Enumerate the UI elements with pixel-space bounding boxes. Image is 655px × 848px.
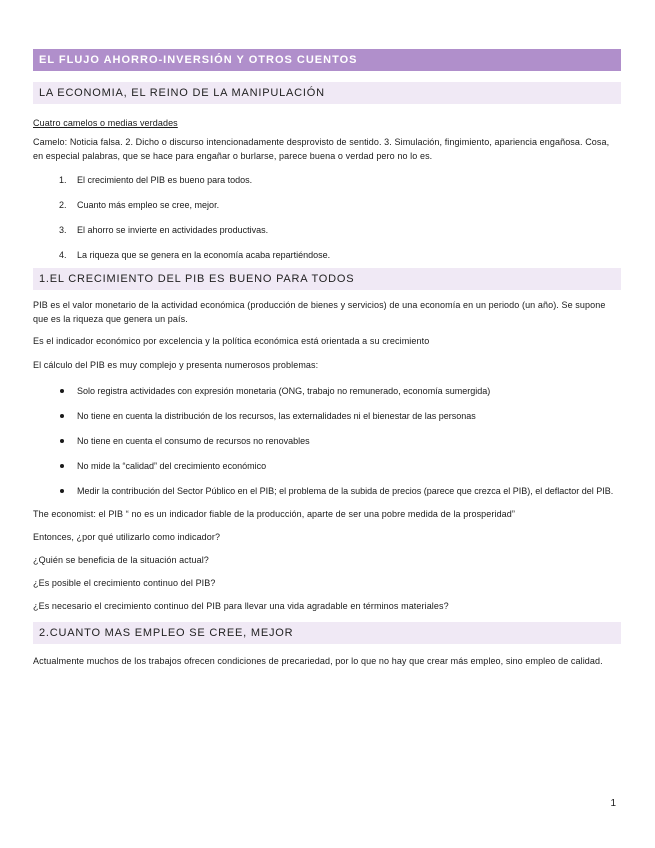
bullet-icon	[60, 489, 64, 493]
list-item: 1. El crecimiento del PIB es bueno para todos.	[59, 175, 253, 185]
question-2: ¿Quién se beneficia de la situación actual?	[33, 555, 209, 565]
list-item: No mide la “calidad” del crecimiento económico	[33, 459, 621, 473]
bullet-icon	[60, 389, 64, 393]
pib-indicator: Es el indicador económico por excelencia y la política económica está orientada a su crecimiento	[33, 336, 430, 346]
definition-paragraph: Camelo: Noticia falsa. 2. Dicho o discurso intencionadamente desprovisto de sentido. 3. Simulación, fingimiento, apariencia engañosa. Cosa, en especial palabras, que se hace para engañar o burlarse, parece buena o verdad pero no lo es.	[33, 137, 610, 161]
empleo-paragraph: Actualmente muchos de los trabajos ofrecen condiciones de precariedad, por lo que no hay que crear más empleo, sino empleo de calidad.	[33, 656, 603, 666]
pib-problems-intro: El cálculo del PIB es muy complejo y presenta numerosos problemas:	[33, 360, 319, 370]
bullet-icon	[60, 439, 64, 443]
bullet-icon	[60, 414, 64, 418]
section-heading-pib: 1.EL CRECIMIENTO DEL PIB ES BUENO PARA TODOS	[33, 268, 621, 290]
list-item: 2. Cuanto más empleo se cree, mejor.	[59, 200, 220, 210]
pib-definition: PIB es el valor monetario de la actividad económica (producción de bienes y servicios) de una economía en un periodo (un año). Se supone que es la riqueza que genera un país.	[33, 300, 606, 324]
section-heading-economia: LA ECONOMIA, EL REINO DE LA MANIPULACIÓN	[33, 82, 621, 104]
camelos-list	[33, 173, 621, 262]
economist-quote: The economist: el PIB “ no es un indicador fiable de la producción, aparte de ser una pobre medida de la prosperidad”	[33, 509, 515, 519]
list-item: No tiene en cuenta el consumo de recursos no renovables	[33, 434, 621, 448]
question-4: ¿Es necesario el crecimiento continuo del PIB para llevar una vida agradable en términos materiales?	[33, 601, 449, 611]
question-3: ¿Es posible el crecimiento continuo del PIB?	[33, 578, 216, 588]
subheading-camelos: Cuatro camelos o medias verdades	[33, 118, 178, 128]
list-item: 3. El ahorro se invierte en actividades productivas.	[59, 225, 269, 235]
page-number: 1	[610, 798, 616, 809]
section-heading-empleo: 2.CUANTO MAS EMPLEO SE CREE, MEJOR	[33, 622, 621, 644]
pib-problems-list	[33, 384, 621, 498]
document-page	[33, 49, 621, 668]
list-item: Solo registra actividades con expresión monetaria (ONG, trabajo no remunerado, economía sumergida)	[33, 384, 621, 398]
document-title: EL FLUJO AHORRO-INVERSIÓN Y OTROS CUENTOS	[33, 49, 621, 71]
bullet-icon	[60, 464, 64, 468]
question-1: Entonces, ¿por qué utilizarlo como indicador?	[33, 532, 221, 542]
list-item: No tiene en cuenta la distribución de los recursos, las externalidades ni el bienestar de las personas	[33, 409, 621, 423]
list-item: 4. La riqueza que se genera en la economía acaba repartiéndose.	[59, 250, 331, 260]
list-item: Medir la contribución del Sector Público en el PIB; el problema de la subida de precios (parece que crezca el PIB), el deflactor del PIB.	[33, 484, 621, 498]
